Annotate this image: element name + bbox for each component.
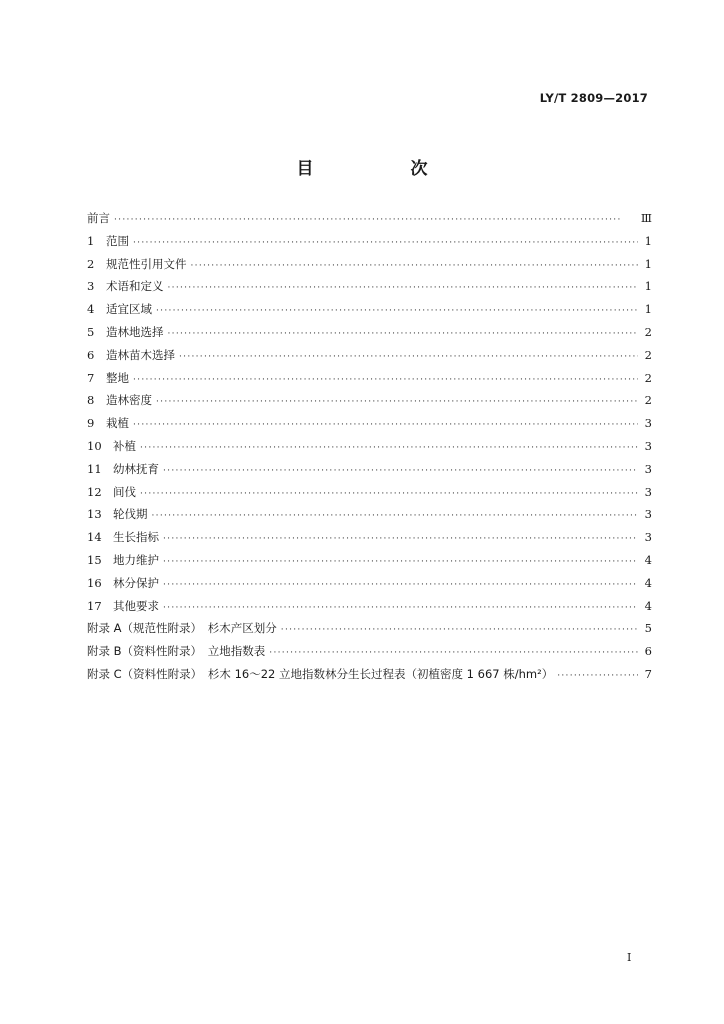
toc-leader-dots [179,352,638,362]
toc-entry-label: 规范性引用文件 [106,256,187,271]
toc-entry-page: 3 [644,416,652,431]
toc-entry-page: 4 [644,598,652,613]
toc-leader-dots [163,580,638,590]
toc-entry-label: 造林地选择 [106,324,164,339]
toc-entry-page: 2 [644,393,652,408]
toc-entry-number: 6 [87,347,95,362]
toc-entry[interactable] [87,461,652,484]
toc-entry-page: 1 [644,256,652,271]
toc-entry-number: 17 [87,598,102,613]
toc-entry-label: 生长指标 [113,530,159,545]
toc-leader-dots [156,397,638,407]
toc-entry-appendix[interactable] [87,620,652,643]
toc-entry-number: 9 [87,416,95,431]
table-of-contents [87,210,652,689]
toc-entry-label: 林分保护 [113,575,159,590]
toc-entry-number: 1 [87,233,95,248]
toc-entry[interactable] [87,529,652,552]
toc-entry-label: 幼林抚育 [113,461,159,476]
toc-entry-page: 3 [644,530,652,545]
toc-entry-number: 15 [87,552,102,567]
toc-entry-page: 1 [644,302,652,317]
toc-entry[interactable] [87,278,652,301]
toc-leader-dots [163,534,638,544]
toc-entry[interactable] [87,256,652,279]
toc-entry[interactable] [87,370,652,393]
toc-entry-appendix[interactable] [87,666,652,689]
toc-entry-number: 7 [87,370,95,385]
toc-entry-page: 7 [644,666,652,681]
toc-entry-page: 3 [644,438,652,453]
toc-entry-page: 3 [644,507,652,522]
toc-leader-dots [168,283,639,293]
toc-entry-page: 1 [644,279,652,294]
toc-entry-page: Ⅲ [640,211,652,225]
toc-entry-page: 2 [644,370,652,385]
toc-entry-label: 前言 [87,211,110,225]
toc-entry-number: 10 [87,438,102,453]
toc-entry-page: 5 [644,621,652,636]
toc-entry-page: 2 [644,324,652,339]
toc-entry-label: 轮伐期 [113,507,148,522]
toc-entry-label: 整地 [106,370,129,385]
toc-entry[interactable] [87,575,652,598]
toc-entry-number: 8 [87,393,95,408]
toc-leader-dots [133,238,638,248]
toc-leader-dots [191,261,639,271]
toc-entry[interactable] [87,415,652,438]
toc-leader-dots [152,511,639,521]
toc-entry-label: 适宜区域 [106,302,152,317]
toc-entry-number: 14 [87,530,102,545]
toc-entry[interactable] [87,598,652,621]
page-number: I [627,951,632,964]
toc-leader-dots [133,420,638,430]
toc-entry-label: 补植 [113,438,136,453]
toc-entry-number: 5 [87,324,95,339]
toc-leader-dots [156,306,638,316]
toc-entry[interactable] [87,438,652,461]
toc-entry[interactable] [87,347,652,370]
toc-leader-dots [269,648,638,658]
toc-entry-label: 范围 [106,233,129,248]
toc-entry[interactable] [87,301,652,324]
toc-leader-dots [163,557,638,567]
toc-entry-label: 术语和定义 [106,279,164,294]
toc-leader-dots [281,625,638,635]
toc-leader-dots [114,215,638,225]
toc-entry[interactable] [87,233,652,256]
toc-entry-label: 栽植 [106,416,129,431]
toc-entry-page: 3 [644,461,652,476]
toc-entry[interactable] [87,506,652,529]
toc-entry-number: 3 [87,279,95,294]
toc-entry-number: 4 [87,302,95,317]
toc-entry-label: 地力维护 [113,552,159,567]
toc-entry-label: 其他要求 [113,598,159,613]
toc-entry-page: 4 [644,575,652,590]
toc-entry[interactable] [87,324,652,347]
toc-entry[interactable] [87,552,652,575]
toc-entry[interactable] [87,484,652,507]
toc-entry[interactable] [87,392,652,415]
toc-entry-page: 1 [644,233,652,248]
toc-entry-label: 附录 C（资料性附录） 杉木 16～22 立地指数林分生长过程表（初植密度 1 667 株/hm²） [87,666,554,681]
toc-entry-label: 附录 A（规范性附录） 杉木产区划分 [87,621,277,636]
toc-entry-appendix[interactable] [87,643,652,666]
toc-leader-dots [133,375,638,385]
toc-entry-number: 2 [87,256,95,271]
toc-leader-dots [140,443,638,453]
toc-entry-number: 13 [87,507,102,522]
toc-leader-dots [163,603,638,613]
toc-leader-dots [140,489,638,499]
toc-entry-label: 造林苗木选择 [106,347,175,362]
standard-code: LY/T 2809—2017 [539,91,648,105]
toc-entry-label: 间伐 [113,484,136,499]
toc-leader-dots [163,466,638,476]
toc-entry-label: 造林密度 [106,393,152,408]
toc-leader-dots [557,671,638,681]
toc-entry-number: 16 [87,575,102,590]
toc-entry-page: 2 [644,347,652,362]
toc-entry-number: 12 [87,484,102,499]
toc-entry-page: 3 [644,484,652,499]
toc-entry[interactable] [87,210,652,233]
toc-entry-page: 4 [644,552,652,567]
toc-entry-page: 6 [644,644,652,659]
toc-entry-number: 11 [87,461,102,476]
toc-leader-dots [168,329,639,339]
toc-entry-label: 附录 B（资料性附录） 立地指数表 [87,644,266,659]
page-title: 目 次 [296,159,468,179]
